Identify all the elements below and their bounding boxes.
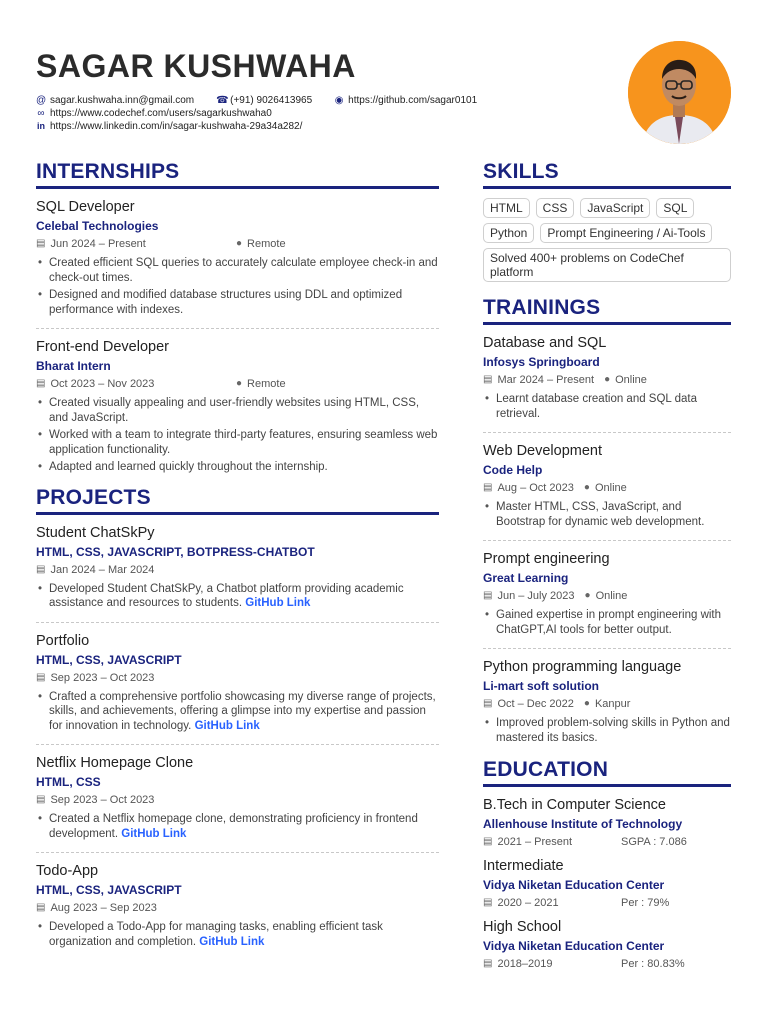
- project-meta: [36, 791, 439, 809]
- training-entry: [483, 442, 731, 541]
- training-entry: [483, 334, 731, 433]
- linkedin-text: https://www.linkedin.com/in/sagar-kushwaha-29a34a282/: [50, 121, 303, 132]
- skill-chip: Solved 400+ problems on CodeChef platform: [483, 248, 731, 282]
- internship-company: Celebal Technologies: [36, 219, 159, 233]
- training-org: Great Learning: [483, 571, 569, 585]
- project-stack: HTML, CSS: [36, 775, 101, 789]
- projects-heading: PROJECTS: [36, 486, 439, 515]
- skill-chip: JavaScript: [580, 198, 650, 218]
- linkedin-icon: in: [37, 121, 45, 131]
- calendar-icon: ▤: [483, 590, 493, 601]
- skill-chip: SQL: [656, 198, 694, 218]
- training-entry: [483, 550, 731, 649]
- calendar-icon: ▤: [483, 958, 493, 969]
- github-link[interactable]: GitHub Link: [199, 935, 265, 948]
- email-contact[interactable]: [36, 94, 194, 107]
- project-entry: [36, 862, 439, 960]
- education-score: Per : 79%: [621, 897, 670, 909]
- bullet-item: • Created visually appealing and user-friendly websites using HTML, CSS, and JavaScript.: [36, 396, 439, 425]
- github-contact[interactable]: [334, 94, 477, 107]
- calendar-icon: ▤: [483, 836, 493, 847]
- github-icon: ◉: [334, 95, 344, 106]
- training-meta: [483, 371, 731, 389]
- phone-icon: ☎: [216, 95, 229, 106]
- training-date: Oct – Dec 2022: [497, 698, 574, 710]
- github-link[interactable]: GitHub Link: [194, 719, 260, 732]
- training-date: Mar 2024 – Present: [497, 374, 595, 386]
- map-pin-icon: ●: [236, 238, 243, 249]
- training-location: Online: [594, 482, 627, 494]
- training-location: Online: [615, 374, 647, 386]
- training-bullets: [483, 392, 731, 421]
- map-pin-icon: ●: [583, 698, 590, 709]
- project-name: Netflix Homepage Clone: [36, 755, 194, 771]
- training-meta: [483, 587, 731, 605]
- project-name: Todo-App: [36, 863, 99, 879]
- project-description: Created a Netflix homepage clone, demonstrating proficiency in frontend development.: [49, 813, 418, 840]
- left-column: [36, 158, 439, 969]
- education-meta: [483, 833, 731, 851]
- calendar-icon: ▤: [483, 897, 493, 908]
- calendar-icon: ▤: [36, 671, 46, 683]
- map-pin-icon: ●: [604, 374, 611, 385]
- bullet-item: [36, 920, 439, 949]
- project-bullets: [36, 582, 439, 611]
- github-link[interactable]: GitHub Link: [245, 597, 311, 609]
- bullet-item: • Designed and modified database structures using DDL and optimized performance with indexes.: [36, 288, 439, 317]
- training-meta: [483, 695, 731, 713]
- project-meta: [36, 561, 439, 579]
- training-name: Web Development: [483, 443, 603, 459]
- education-entry: [483, 918, 731, 973]
- training-org: Infosys Springboard: [483, 355, 600, 369]
- calendar-icon: ▤: [36, 902, 46, 913]
- education-date: 2018–2019: [497, 958, 553, 970]
- internship-role: Front-end Developer: [36, 339, 169, 355]
- phone-text: (+91) 9026413965: [230, 95, 313, 106]
- skills-list: [483, 198, 731, 282]
- calendar-icon: ▤: [36, 238, 46, 249]
- internship-bullets: [36, 256, 439, 317]
- codechef-text: https://www.codechef.com/users/sagarkushwaha0: [50, 108, 272, 119]
- github-link[interactable]: GitHub Link: [121, 827, 187, 840]
- education-degree: Intermediate: [483, 858, 564, 874]
- project-date: Jan 2024 – Mar 2024: [50, 563, 155, 576]
- internship-date: Oct 2023 – Nov 2023: [50, 378, 155, 390]
- calendar-icon: ▤: [36, 563, 46, 575]
- internship-meta: [36, 235, 439, 253]
- skill-chip: Prompt Engineering / Ai-Tools: [540, 223, 712, 243]
- internship-entry: [36, 338, 439, 482]
- education-score: SGPA : 7.086: [621, 836, 687, 848]
- codechef-contact[interactable]: [36, 107, 272, 120]
- calendar-icon: ▤: [483, 374, 493, 385]
- project-date: Sep 2023 – Oct 2023: [50, 794, 155, 806]
- project-date: Sep 2023 – Oct 2023: [50, 671, 155, 684]
- skill-chip: HTML: [483, 198, 530, 218]
- link-icon: ∞: [37, 108, 45, 119]
- map-pin-icon: ●: [584, 590, 591, 601]
- project-entry: [36, 524, 439, 623]
- internship-entry: [36, 198, 439, 329]
- education-school: Vidya Niketan Education Center: [483, 878, 665, 892]
- project-description: Developed Student ChatSkPy, a Chatbot platform providing academic assistance and resources to students.: [49, 582, 404, 609]
- project-meta: [36, 899, 439, 917]
- calendar-icon: ▤: [483, 698, 493, 709]
- skill-chip: CSS: [536, 198, 575, 218]
- bullet-item: • Gained expertise in prompt engineering with ChatGPT,AI tools for better output.: [483, 608, 731, 637]
- bullet-item: [36, 812, 439, 841]
- education-meta: [483, 955, 731, 973]
- bullet-item: [36, 582, 439, 611]
- map-pin-icon: ●: [236, 378, 243, 389]
- training-bullets: [483, 608, 731, 637]
- education-meta: [483, 894, 731, 912]
- at-icon: @: [36, 95, 47, 106]
- bullet-item: • Master HTML, CSS, JavaScript, and Bootstrap for dynamic web development.: [483, 500, 731, 529]
- bullet-item: • Adapted and learned quickly throughout the internship.: [36, 460, 439, 475]
- education-school: Allenhouse Institute of Technology: [483, 817, 683, 831]
- email-text: sagar.kushwaha.inn@gmail.com: [50, 95, 195, 106]
- training-name: Python programming language: [483, 659, 682, 675]
- training-org: Code Help: [483, 463, 543, 477]
- calendar-icon: ▤: [483, 482, 493, 493]
- internship-date: Jun 2024 – Present: [50, 238, 146, 250]
- education-score: Per : 80.83%: [621, 958, 685, 970]
- skill-chip: Python: [483, 223, 534, 243]
- github-text: https://github.com/sagar0101: [348, 95, 478, 106]
- skills-heading: SKILLS: [483, 160, 731, 189]
- training-date: Jun – July 2023: [497, 590, 575, 602]
- project-bullets: [36, 812, 439, 841]
- calendar-icon: ▤: [36, 794, 46, 805]
- training-entry: [483, 658, 731, 752]
- training-org: Li-mart soft solution: [483, 679, 599, 693]
- project-bullets: [36, 690, 439, 734]
- internship-company: Bharat Intern: [36, 359, 111, 373]
- education-date: 2020 – 2021: [497, 897, 559, 909]
- bullet-item: • Created efficient SQL queries to accurately calculate employee check-in and check-out times.: [36, 256, 439, 285]
- linkedin-contact[interactable]: [36, 120, 302, 133]
- project-name: Portfolio: [36, 632, 90, 649]
- project-entry: [36, 754, 439, 853]
- internship-location: Remote: [247, 238, 286, 250]
- internship-role: SQL Developer: [36, 199, 135, 215]
- project-description: Developed a Todo-App for managing tasks, enabling efficient task organization and completion.: [49, 921, 383, 948]
- bullet-item: • Learnt database creation and SQL data retrieval.: [483, 392, 731, 421]
- education-entry: [483, 857, 731, 912]
- project-stack: HTML, CSS, JAVASCRIPT, BOTPRESS-CHATBOT: [36, 544, 315, 559]
- project-bullets: [36, 920, 439, 949]
- training-meta: [483, 479, 731, 497]
- map-pin-icon: ●: [583, 482, 590, 493]
- project-stack: HTML, CSS, JAVASCRIPT: [36, 652, 182, 667]
- project-entry: [36, 632, 439, 746]
- bullet-item: [36, 690, 439, 734]
- internship-location: Remote: [247, 378, 286, 390]
- bullet-item: • Worked with a team to integrate third-party features, ensuring seamless web application functionality.: [36, 428, 439, 457]
- education-entry: [483, 796, 731, 851]
- project-stack: HTML, CSS, JAVASCRIPT: [36, 883, 182, 897]
- bullet-item: • Improved problem-solving skills in Python and mastered its basics.: [483, 716, 731, 745]
- calendar-icon: ▤: [36, 378, 46, 389]
- training-name: Database and SQL: [483, 335, 607, 351]
- internship-bullets: [36, 396, 439, 475]
- education-degree: B.Tech in Computer Science: [483, 797, 666, 813]
- project-name: Student ChatSkPy: [36, 524, 155, 541]
- project-description: Crafted a comprehensive portfolio showcasing my diverse range of projects, skills, and achievements, offering a glimpse into my expertise and passion for innovation in technology.: [49, 690, 436, 732]
- phone-contact[interactable]: [216, 94, 312, 107]
- project-meta: [36, 669, 439, 687]
- trainings-heading: TRAININGS: [483, 296, 731, 325]
- profile-photo-illustration: [628, 41, 731, 144]
- training-bullets: [483, 500, 731, 529]
- internships-heading: INTERNSHIPS: [36, 160, 439, 189]
- training-date: Aug – Oct 2023: [497, 482, 574, 494]
- education-date: 2021 – Present: [497, 836, 573, 848]
- internship-meta: [36, 375, 439, 393]
- right-column: [483, 158, 731, 979]
- training-name: Prompt engineering: [483, 551, 610, 567]
- training-location: Kanpur: [594, 698, 631, 710]
- contact-block: [36, 94, 477, 133]
- profile-photo: [628, 41, 731, 144]
- training-location: Online: [595, 590, 628, 602]
- name-heading: SAGAR KUSHWAHA: [36, 48, 356, 84]
- education-school: Vidya Niketan Education Center: [483, 939, 665, 953]
- training-bullets: [483, 716, 731, 745]
- education-heading: EDUCATION: [483, 758, 731, 787]
- education-degree: High School: [483, 919, 562, 935]
- project-date: Aug 2023 – Sep 2023: [50, 902, 157, 914]
